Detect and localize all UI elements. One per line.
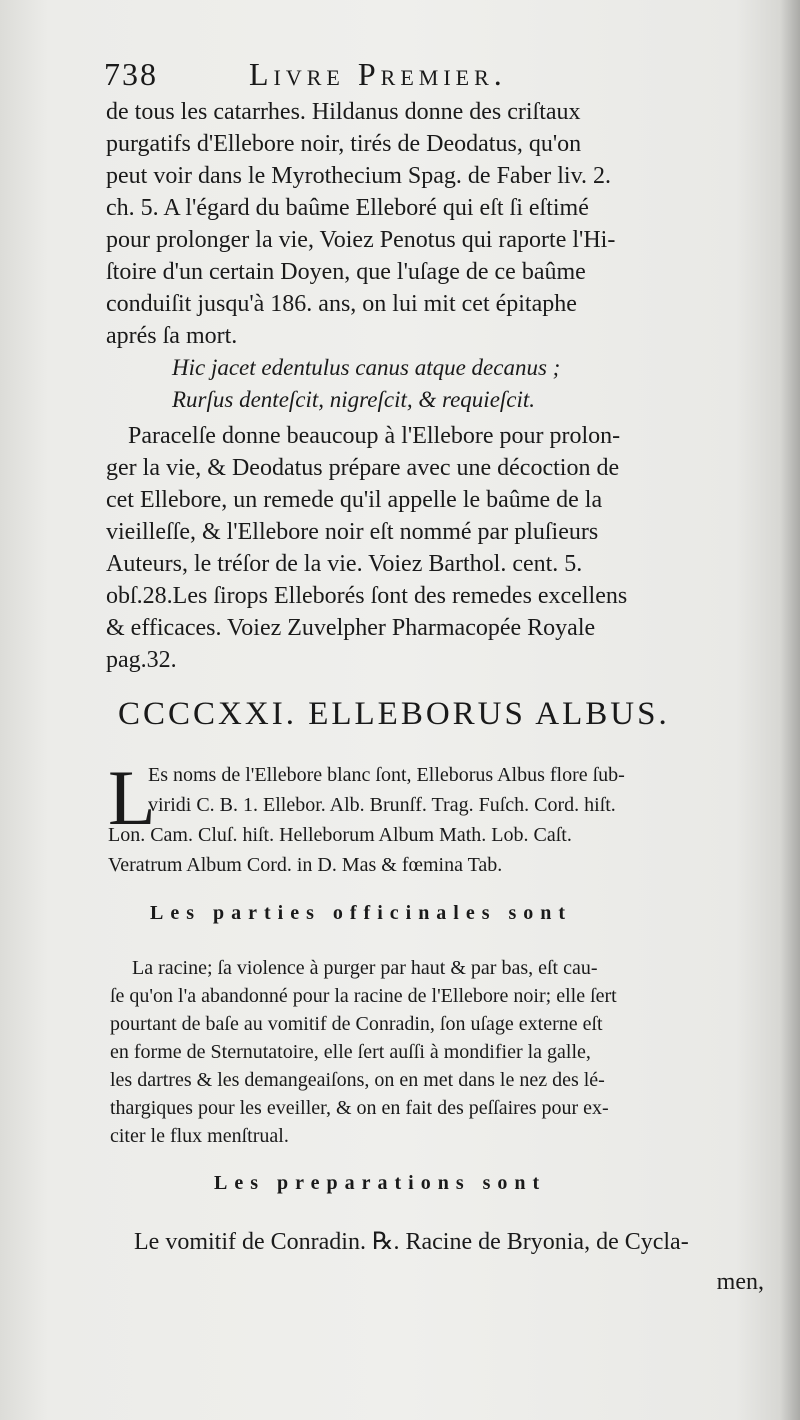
text-line: thargiques pour les eveiller, & on en fait des peſſaires pour ex- <box>110 1097 609 1119</box>
page-header <box>104 56 704 96</box>
text-line: purgatifs d'Ellebore noir, tirés de Deodatus, qu'on <box>106 131 582 157</box>
section-title: CCCCXXI. ELLEBORUS ALBUS. <box>118 696 670 732</box>
names-line: Lon. Cam. Cluſ. hiſt. Helleborum Album Math. Lob. Caſt. <box>108 824 572 846</box>
text-line: vieilleſſe, & l'Ellebore noir eſt nommé par pluſieurs <box>106 519 599 545</box>
text-line: La racine; ſa violence à purger par haut & par bas, eſt cau- <box>132 957 598 979</box>
paragraph-officinal-parts <box>110 954 760 1150</box>
names-line: Es noms de l'Ellebore blanc ſont, Elleborus Albus flore ſub- <box>148 764 625 786</box>
text-line: ſe qu'on l'a abandonné pour la racine de l'Ellebore noir; elle ſert <box>110 985 617 1007</box>
paragraph-preparations <box>134 1222 764 1302</box>
names-line: viridi C. B. 1. Ellebor. Alb. Brunſf. Trag. Fuſch. Cord. hiſt. <box>148 794 616 816</box>
epitaph-verse <box>172 352 560 416</box>
text-line: en forme de Sternutatoire, elle ſert auſſi à mondifier la galle, <box>110 1041 591 1063</box>
page-number: 738 <box>104 56 158 92</box>
text-line: obſ.28.Les ſirops Elleborés ſont des remedes excellens <box>106 583 628 609</box>
text-line: peut voir dans le Myrothecium Spag. de Faber liv. 2. <box>106 163 612 189</box>
text-line: cet Ellebore, un remede qu'il appelle le baûme de la <box>106 487 603 513</box>
drop-cap: L <box>108 754 156 841</box>
verse-line: Rurſus denteſcit, nigreſcit, & requieſcit. <box>172 387 536 412</box>
text-line: Paracelſe donne beaucoup à l'Ellebore pour prolon- <box>128 423 621 449</box>
text-line: ſtoire d'un certain Doyen, que l'uſage de ce baûme <box>106 259 586 285</box>
names-paragraph <box>108 754 758 880</box>
text-line: pourtant de baſe au vomitif de Conradin, ſon uſage externe eſt <box>110 1013 603 1035</box>
paragraph-paracelsus <box>106 420 756 676</box>
text-line: ch. 5. A l'égard du baûme Elleboré qui eſt ſi eſtimé <box>106 195 589 221</box>
paragraph-hellebore-black <box>106 96 756 352</box>
text-line: men, <box>716 1269 764 1295</box>
text-line: pour prolonger la vie, Voiez Penotus qui raporte l'Hi- <box>106 227 616 253</box>
text-line: de tous les catarrhes. Hildanus donne des criſtaux <box>106 99 581 125</box>
text-line: & efficaces. Voiez Zuvelpher Pharmacopée Royale <box>106 615 596 641</box>
heading-officinal-parts: Les parties officinales sont <box>150 902 573 924</box>
text-line: citer le flux menſtrual. <box>110 1125 289 1147</box>
text-line: Auteurs, le tréſor de la vie. Voiez Barthol. cent. 5. <box>106 551 583 577</box>
text-line: ger la vie, & Deodatus prépare avec une décoction de <box>106 455 620 481</box>
page-edge-shadow <box>780 0 800 1420</box>
text-line: conduiſit jusqu'à 186. ans, on lui mit cet épitaphe <box>106 291 577 317</box>
text-line: les dartres & les demangeaiſons, on en met dans le nez des lé- <box>110 1069 605 1091</box>
heading-preparations: Les preparations sont <box>214 1172 547 1194</box>
text-line: Le vomitif de Conradin. ℞. Racine de Bryonia, de Cycla- <box>134 1229 689 1255</box>
running-head: Livre Premier. <box>249 56 507 92</box>
text-line: aprés ſa mort. <box>106 323 238 349</box>
text-line: pag.32. <box>106 647 177 673</box>
verse-line: Hic jacet edentulus canus atque decanus ; <box>172 355 561 380</box>
names-line: Veratrum Album Cord. in D. Mas & fœmina Tab. <box>108 854 503 876</box>
